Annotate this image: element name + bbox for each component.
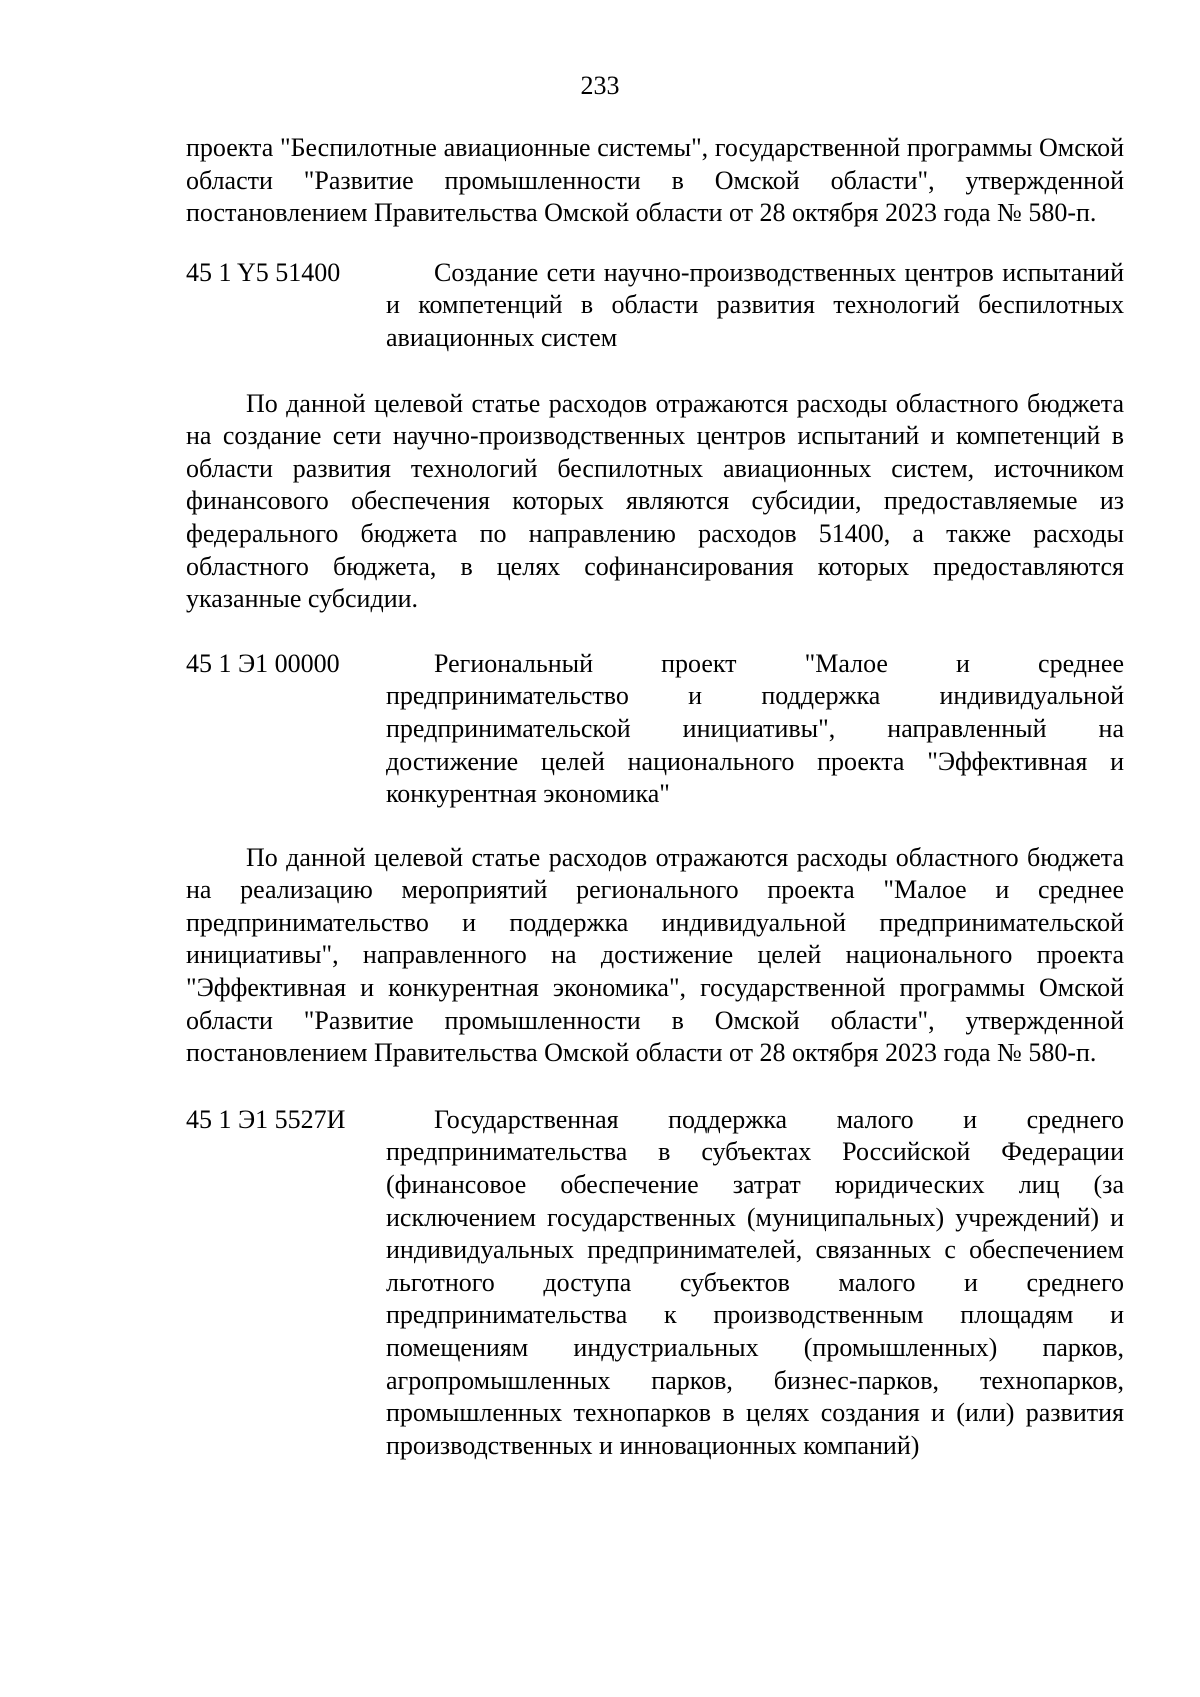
budget-code: 45 1 Y5 51400 xyxy=(186,257,341,287)
budget-code-title: Региональный проект "Малое и среднее предпринимательство и поддержка индивидуальной предпринимательской инициативы", направленный на достижение целей национального проекта "Эффективная и конкурентная экономика" xyxy=(386,648,1124,809)
budget-code-entry xyxy=(186,1104,1124,1463)
paragraph-description: По данной целевой статье расходов отражаются расходы областного бюджета на создание сети научно-производственных центров испытаний и компетенций в области развития технологий беспилотных авиационных систем, источником финансового обеспечения которых являются субсидии, предоставляемые из федерального бюджета по направлению расходов 51400, а также расходы областного бюджета, в целях софинансирования которых предоставляются указанные субсидии. xyxy=(186,388,1124,614)
page-number: 233 xyxy=(580,71,620,100)
budget-code: 45 1 Э1 5527И xyxy=(186,1104,346,1134)
budget-code-title: Государственная поддержка малого и среднего предпринимательства в субъектах Российской Федерации (финансовое обеспечение затрат юридических лиц (за исключением государственных (муниципальных) учреждений) и индивидуальных предпринимателей, связанных с обеспечением льготного доступа субъектов малого и среднего предпринимательства к производственным площадям и помещениям индустриальных (промышленных) парков, агропромышленных парков, бизнес-парков, технопарков, промышленных технопарков в целях создания и (или) развития производственных и инновационных компаний) xyxy=(386,1104,1124,1460)
document-body xyxy=(186,132,1124,1462)
budget-code-title: Создание сети научно-производственных центров испытаний и компетенций в области развития технологий беспилотных авиационных систем xyxy=(386,257,1124,352)
paragraph-continuation: проекта "Беспилотные авиационные системы", государственной программы Омской области "Развитие промышленности в Омской области", утвержденной постановлением Правительства Омской области от 28 октября 2023 года № 580-п. xyxy=(186,133,1124,228)
budget-code-entry xyxy=(186,257,1124,355)
budget-code: 45 1 Э1 00000 xyxy=(186,648,340,678)
paragraph-description: По данной целевой статье расходов отражаются расходы областного бюджета на реализацию мероприятий регионального проекта "Малое и среднее предпринимательство и поддержка индивидуальной предпринимательской инициативы", направленного на достижение целей национального проекта "Эффективная и конкурентная экономика", государственной программы Омской области "Развитие промышленности в Омской области", утвержденной постановлением Правительства Омской области от 28 октября 2023 года № 580-п. xyxy=(186,842,1124,1068)
budget-code-entry xyxy=(186,648,1124,811)
